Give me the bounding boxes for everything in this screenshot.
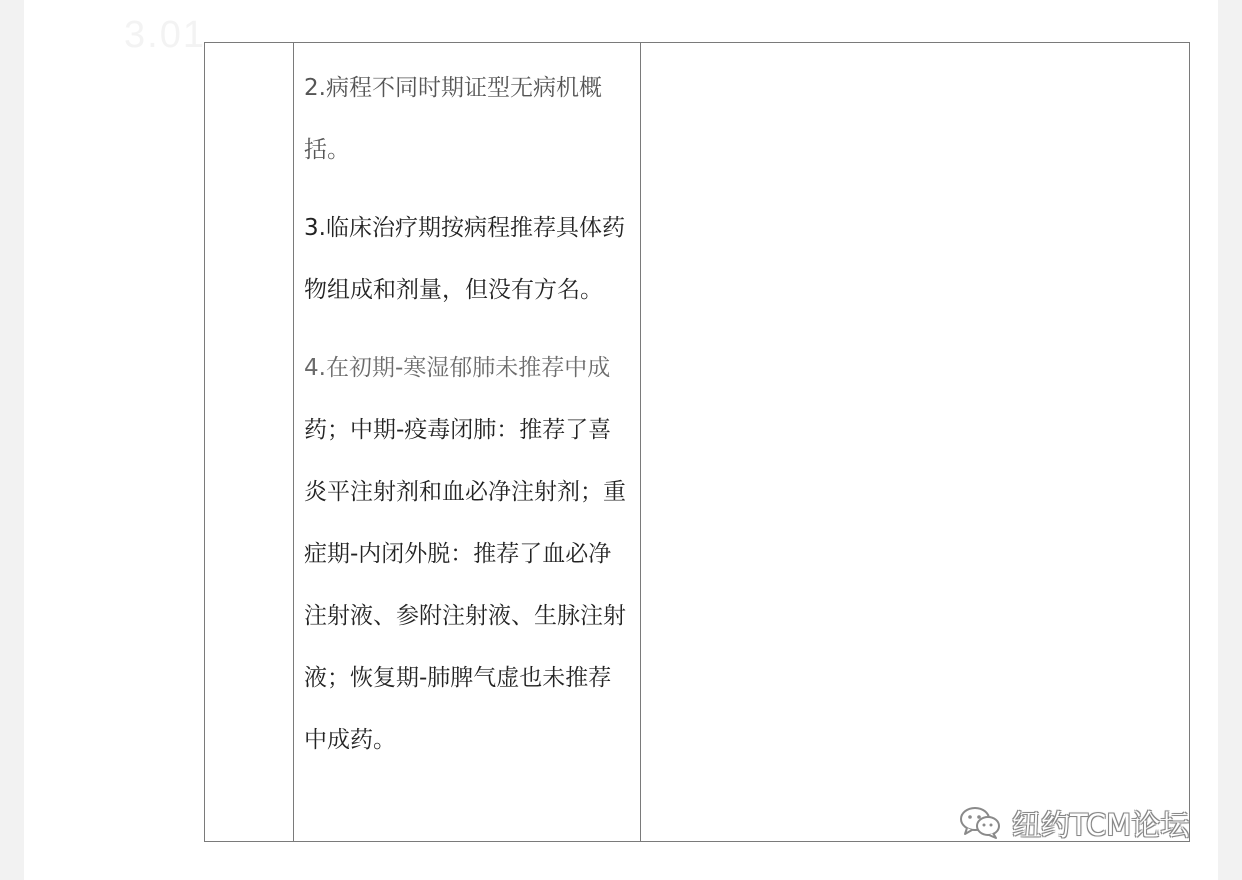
table-cell-notes <box>294 43 641 842</box>
table-cell-empty-left <box>205 43 294 842</box>
watermark-text: 纽约TCM论坛 <box>1012 808 1190 842</box>
paragraph-4 <box>304 337 628 771</box>
paragraph-4-body: 药；中期-疫毒闭肺：推荐了喜炎平注射剂和血必净注射剂；重症期-内闭外脱：推荐了血必净注射液、参附注射液、生脉注射液；恢复期-肺脾气虚也未推荐中成药。 <box>304 417 626 753</box>
wechat-icon <box>958 804 1002 844</box>
document-table <box>204 42 1190 842</box>
paragraph-2: 2.病程不同时期证型无病机概括。 <box>304 75 602 163</box>
watermark <box>958 803 1189 844</box>
paragraph-3: 3.临床治疗期按病程推荐具体药物组成和剂量，但没有方名。 <box>304 215 625 303</box>
paragraph-4-lead: 4.在初期-寒湿郁肺未推荐中成 <box>304 355 611 381</box>
table-cell-empty-right <box>641 43 1190 842</box>
faint-page-header: 3.01 <box>124 14 206 56</box>
table-row <box>205 43 1190 842</box>
